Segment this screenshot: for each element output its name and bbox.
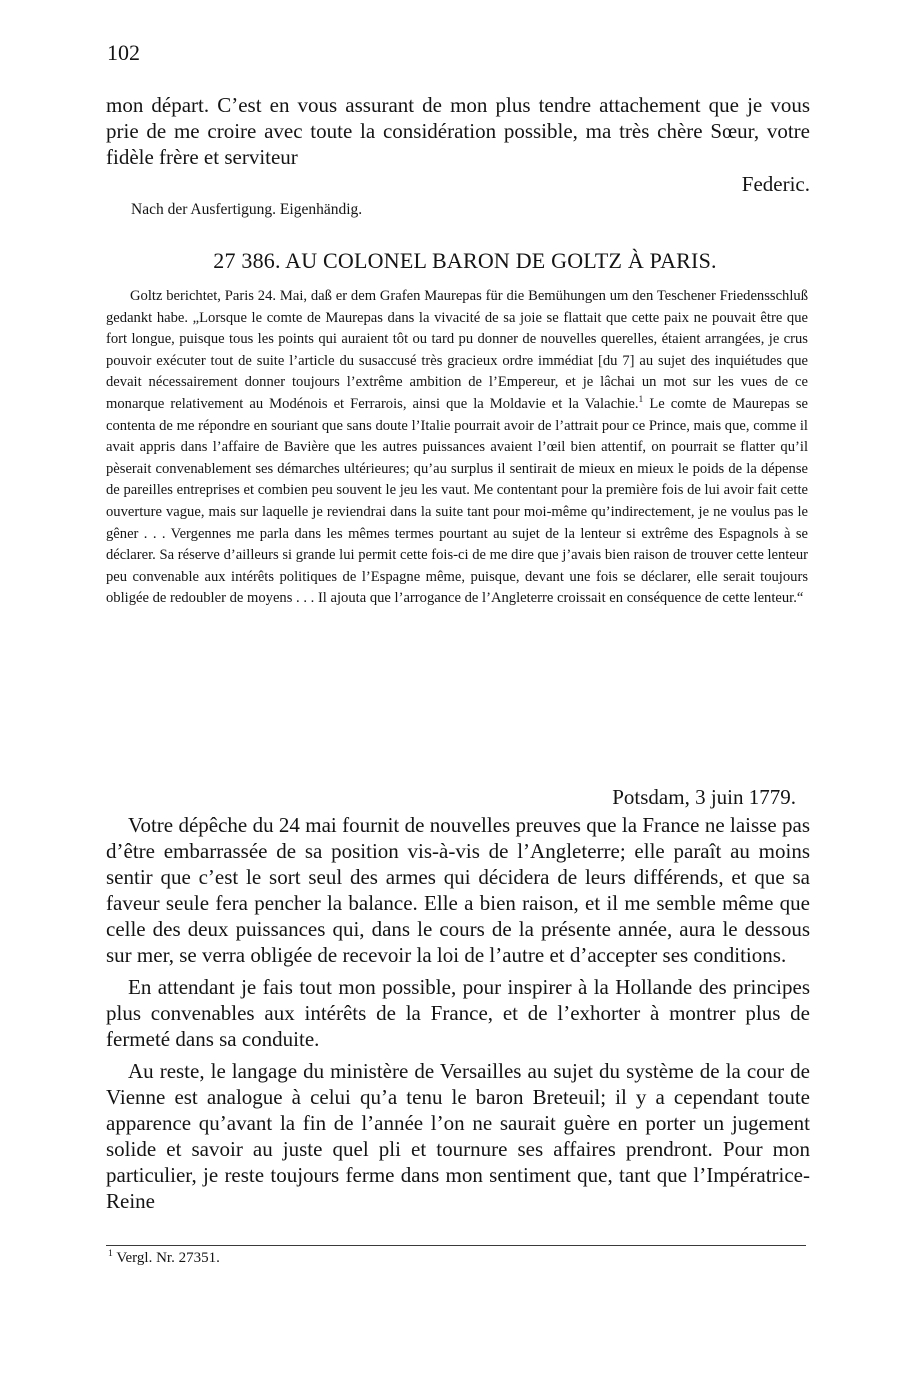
- letter-heading: 27 386. AU COLONEL BARON DE GOLTZ À PARIS.: [213, 248, 717, 273]
- letter-closing-text: mon départ. C’est en vous assurant de mon plus tendre attachement que je vous prie de me croire avec toute la considération possible, ma très chère Sœur, votre fidèle frère et serviteur: [106, 93, 810, 169]
- footnote-reference: 1: [638, 395, 644, 406]
- footnote-divider: [106, 1245, 806, 1246]
- summary-text-part-1: Goltz berichtet, Paris 24. Mai, daß er dem Grafen Maurepas für die Bemühungen um den Teschener Friedensschluß gedankt habe. „Lorsque le comte de Maurepas dans la vivacité de sa joie se flattait que cette paix ne pouvait être que fort longue, puisque tous les points qui auraient tôt ou tard pu donner de nouvelles querelles, étaient arrangées, je crus pouvoir exécuter tout de suite l’article du susaccusé très gracieux ordre immédiat [du 7] au sujet des inquiétudes que devait nécessairement donner toujours l’extrême ambition de l’Empereur, et je lâchai un mot sur les vues de ce monarque relativement au Modénois et Ferrarois, ainsi que la Moldavie et la Valachie.: [106, 288, 808, 412]
- report-summary: [106, 286, 808, 610]
- footnote-mark: 1: [108, 1248, 113, 1259]
- footnote: [108, 1250, 220, 1267]
- place-date: Potsdam, 3 juin 1779.: [612, 785, 796, 809]
- summary-text-part-2: Le comte de Maurepas se contenta de me répondre en souriant que sans doute l’Italie pourrait avoir de l’attrait pour ce Prince, mais que, comme il avait appris dans l’affaire de Bavière que les autres puissances avaient l’œil bien attentif, on pourrait se flatter qu’il pèserait convenablement ses démarches ultérieures; qu’au surplus il sentirait de mieux en mieux le poids de la dépense de pareilles entreprises et combien peu souvent le jeu les vaut. Me contentant pour la première fois de lui avoir fait cette ouverture vague, mais sur laquelle je reviendrai dans la suite tant pour moi-même qu’indirectement, je ne voulus pas le gêner . . . Vergennes me parla dans les mêmes termes pourtant au sujet de la lenteur si extrême des Espagnols à se déclarer. Sa réserve d’ailleurs si grande lui permit cette fois-ci de me dire que j’avais bien raison de trouver cette lenteur peu convenable aux intérêts politiques de l’Espagne même, puisque, devant une fois se déclarer, elle serait toujours obligée de redoubler de moyens . . . Il ajouta que l’arrogance de l’Angleterre croissait en conséquence de cette lenteur.“: [106, 395, 808, 607]
- summary-paragraph: [106, 286, 808, 610]
- source-note: Nach der Ausfertigung. Eigenhändig.: [131, 201, 363, 218]
- page-number: 102: [107, 40, 140, 65]
- body-paragraph: Votre dépêche du 24 mai fournit de nouvelles preuves que la France ne laisse pas d’être embarrassée de sa position vis-à-vis de l’Angleterre; elle paraît au moins sentir que c’est le sort seul des armes qui décidera de leurs différends, et que sa faveur seule fera pencher la balance. Elle a bien raison, et il me semble même que celle des deux puissances qui, dans le cours de la présente année, aura le dessous sur mer, se verra obligée de recevoir la loi de l’autre et d’accepter ses conditions.: [106, 813, 810, 967]
- body-paragraph: En attendant je fais tout mon possible, pour inspirer à la Hollande des principes plus convenables aux intérêts de la France, et de l’exhorter à montrer plus de fermeté dans sa conduite.: [106, 975, 810, 1051]
- signature: Federic.: [741, 172, 810, 196]
- footnote-text: Vergl. Nr. 27351.: [116, 1250, 220, 1266]
- letter-body: [106, 812, 810, 1214]
- body-paragraph: Au reste, le langage du ministère de Versailles au sujet du système de la cour de Vienne est analogue à celui qu’a tenu le baron Breteuil; il y a cependant toute apparence qu’avant la fin de l’année l’on ne saurait guère en porter un jugement solide et savoir au juste quel pli et tournure ses affaires prendront. Pour mon particulier, je reste toujours ferme dans mon sentiment que, tant que l’Impératrice-Reine: [106, 1059, 810, 1213]
